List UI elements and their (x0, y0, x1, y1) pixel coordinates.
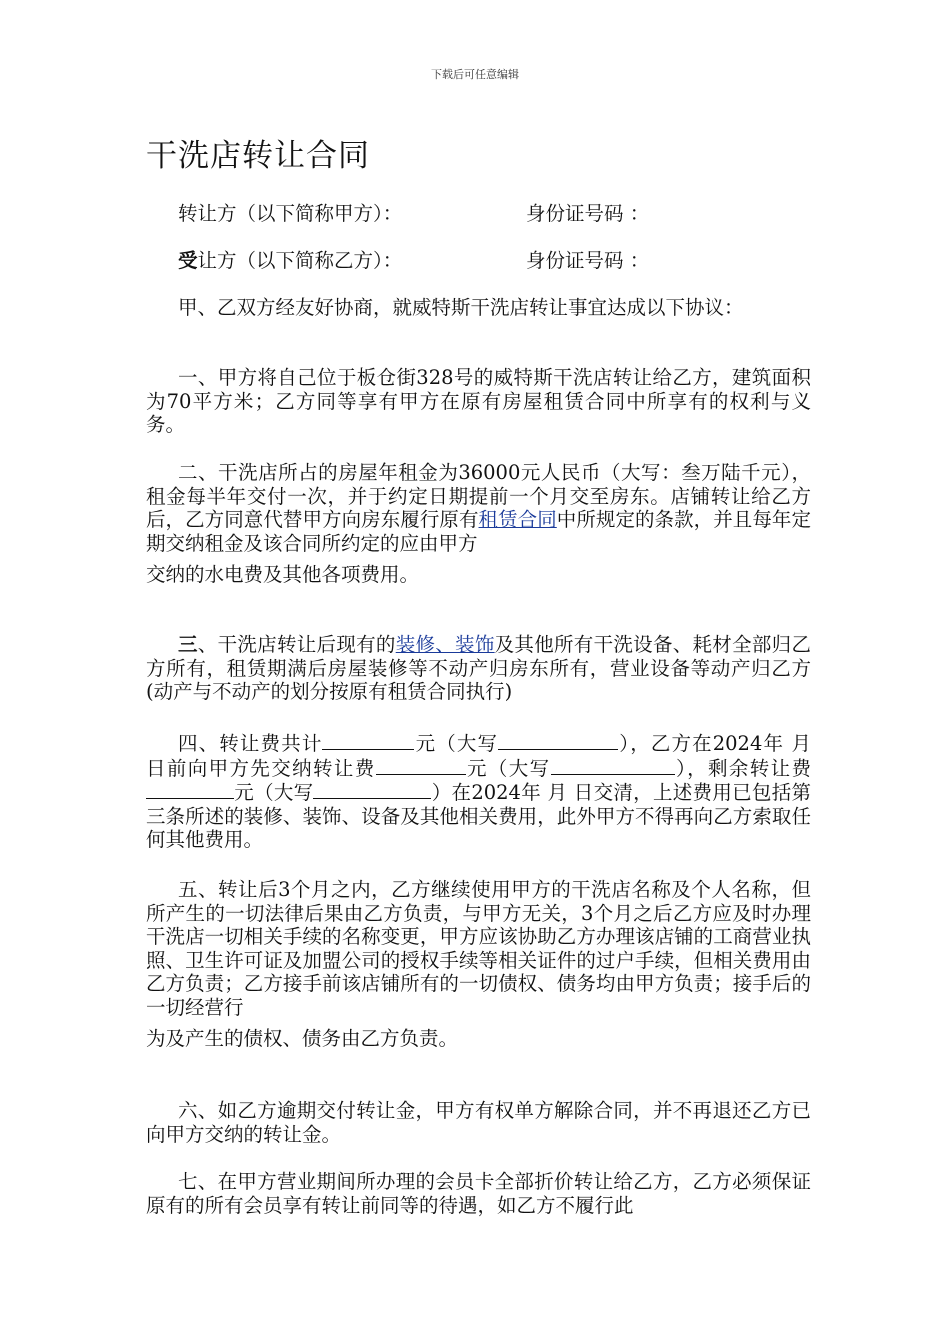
transferor-label: 转让方（以下简称甲方）： (178, 202, 403, 225)
remaining-fee-words-blank (313, 780, 431, 799)
document-title: 干洗店转让合同 (146, 138, 370, 174)
remaining-fee-blank (146, 780, 234, 799)
clause-4 (146, 731, 811, 852)
clause-4-text-d: 元（大写 (465, 756, 551, 780)
total-fee-words-blank (498, 731, 618, 750)
lease-contract-link[interactable]: 租赁合同 (478, 508, 557, 531)
first-payment-blank (376, 756, 466, 775)
clause-4-text-e: ），剩余转让费 (674, 756, 811, 780)
transferee-label (178, 245, 402, 273)
first-payment-words-blank (551, 756, 675, 775)
transferee-label-prefix: 受 (178, 249, 198, 272)
transferee-id-label: 身份证号码 ： (526, 249, 650, 272)
clause-6: 六、如乙方逾期交付转让金，甲方有权单方解除合同，并不再退还乙方已向甲方交纳的转让金。 (146, 1099, 811, 1146)
transferor-id-label: 身份证号码 ： (526, 202, 650, 225)
clause-3 (146, 633, 811, 704)
clause-5-last-line: 为及产生的债权、债务由乙方负责。 (146, 1027, 459, 1050)
transferee-label-rest: 让方（以下简称乙方）： (197, 249, 403, 272)
intro-text: 甲、乙双方经友好协商，就威特斯干洗店转让事宜达成以下协议： (178, 296, 744, 319)
clause-3-text-a: 、干洗店转让后现有的 (197, 633, 396, 656)
clause-7: 七、在甲方营业期间所办理的会员卡全部折价转让给乙方，乙方必须保证原有的所有会员享有转让前同等的待遇，如乙方不履行此 (146, 1170, 811, 1217)
page-header-note: 下载后可任意编辑 (431, 68, 519, 81)
clause-3-number: 三 (178, 633, 198, 656)
clause-2 (146, 461, 811, 587)
clause-2-text-a: 二、干洗店所占的房屋年租金为36000元人民币（大写：叁万陆千元），租金每半年交付一次，并于约定日期提前一个月交至房东。店铺转让给乙方后，乙方同意代替甲方向房东履行原有 (146, 461, 811, 531)
decoration-link[interactable]: 装修、装饰 (395, 633, 495, 656)
clause-2-last-line: 交纳的水电费及其他各项费用。 (146, 563, 420, 586)
clause-4-text-g: ）在2024年 月 日交清，上述费用已包括第三条所述的装修、装饰、设备及其他相关费用，此外甲方不得再向乙方索取任何其他费用。 (146, 781, 811, 851)
clause-2-text-b: 中所规定的条款，并且每年定期交纳租金及该合同所约定的应由甲方 (146, 508, 811, 555)
clause-5 (146, 878, 811, 1051)
clause-5-text: 五、转让后3个月之内，乙方继续使用甲方的干洗店名称及个人名称，但所产生的一切法律后果由乙方负责，与甲方无关，3个月之后乙方应及时办理干洗店一切相关手续的名称变更，甲方应该协助乙方办理该店铺的工商营业执照、卫生许可证及加盟公司的授权手续等相关证件的过户手续，但相关费用由乙方负责；乙方接手前该店铺所有的一切债权、债务均由甲方负责；接手后的一切经营行 (146, 878, 811, 1019)
total-fee-blank (322, 731, 414, 750)
clause-1: 一、甲方将自己位于板仓街328号的威特斯干洗店转让给乙方，建筑面积为70平方米；乙方同等享有甲方在原有房屋租赁合同中所享有的权利与义务。 (146, 366, 811, 436)
clause-4-text-b: 元（大写 (414, 732, 499, 755)
clause-4-text-a: 四、转让费共计 (178, 732, 323, 755)
clause-4-text-c: ），乙方在2024年 月 日前向甲方先交纳转让费 (146, 732, 811, 780)
clause-3-text-b: 及其他所有干洗设备、耗材全部归乙方所有，租赁期满后房屋装修等不动产归房东所有，营业设备等动产归乙方(动产与不动产的划分按原有租赁合同执行) (146, 633, 811, 703)
clause-4-text-f: 元（大写 (234, 781, 314, 804)
